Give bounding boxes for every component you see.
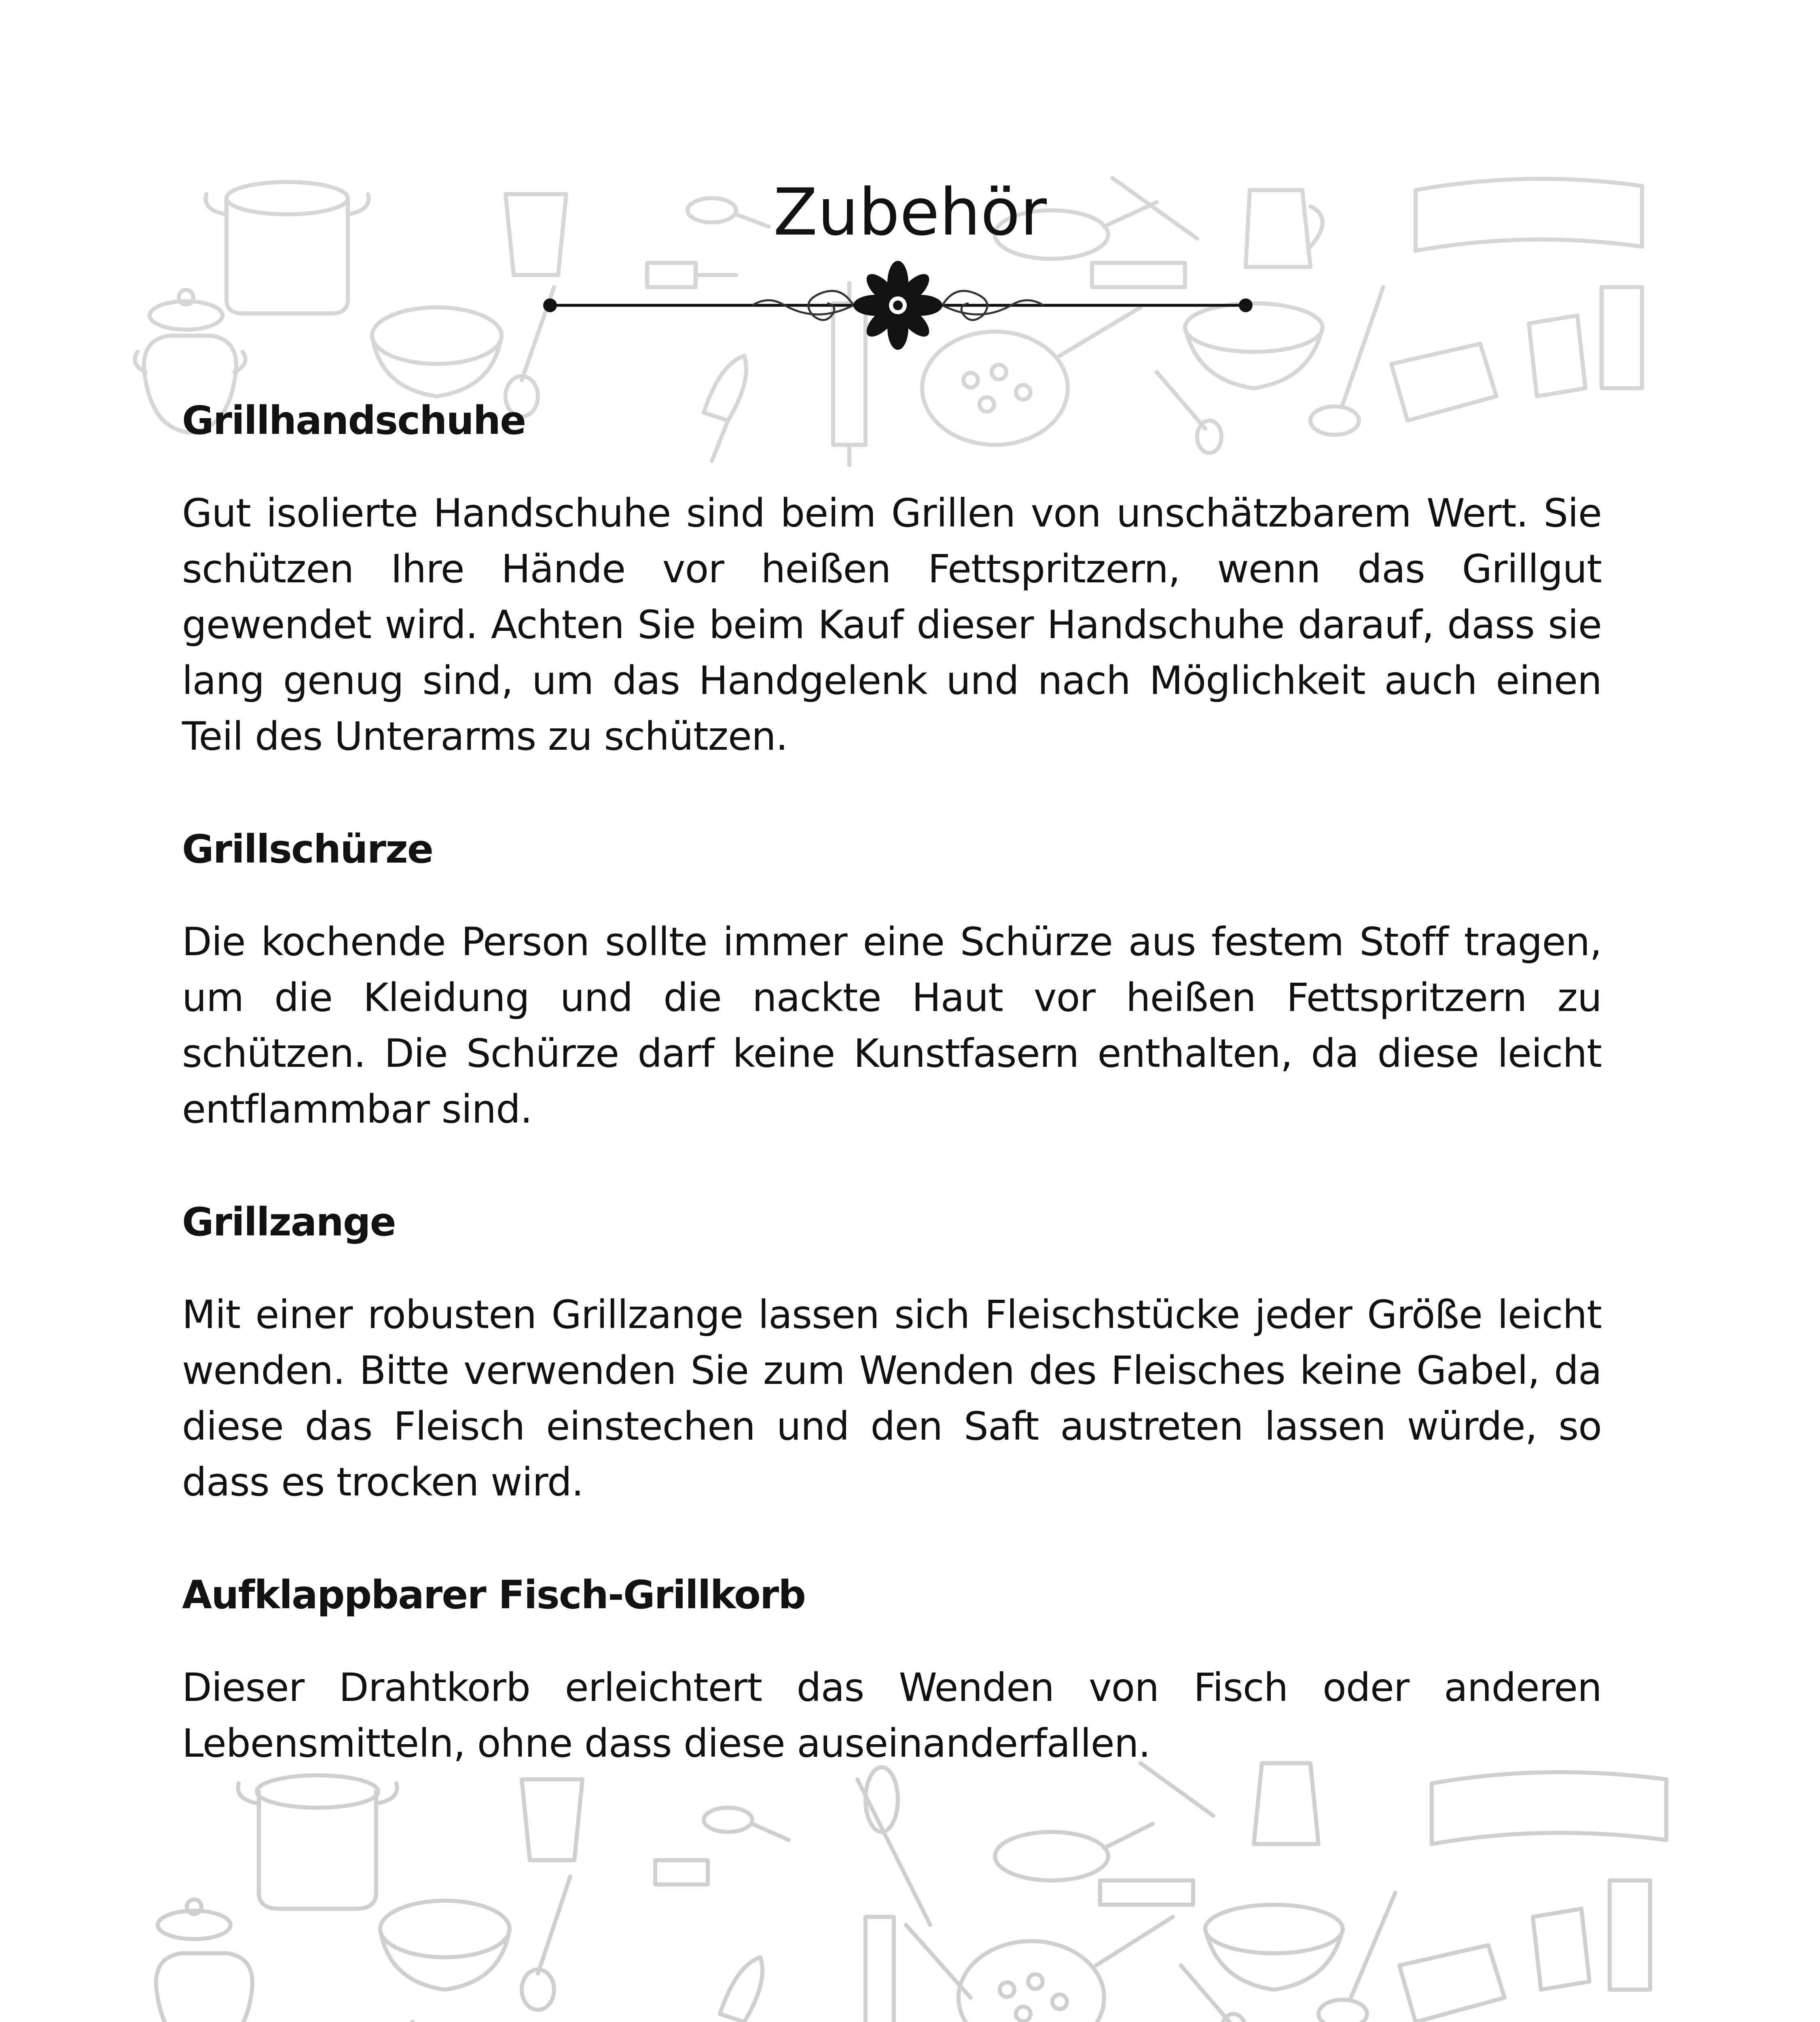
section-grillschuerze — [182, 821, 1602, 1137]
section-body: Gut isolierte Handschuhe sind beim Grillen von unschätzbarem Wert. Sie schützen Ihre Hände vor heißen Fettspritzern, wenn das Grillgut gewendet wird. Achten Sie beim Kauf dieser Handschuhe darauf, dass sie lang genug sind, um das Handgelenk und nach Möglichkeit auch einen Teil des Unterarms zu schützen. — [182, 491, 1602, 759]
section-heading: Aufklappbarer Fisch-Grillkorb — [182, 1572, 805, 1618]
main-content — [182, 392, 1602, 1828]
section-body: Dieser Drahtkorb erleichtert das Wenden von Fisch oder anderen Lebensmitteln, ohne dass diese auseinanderfallen. — [182, 1665, 1602, 1766]
section-body: Die kochende Person sollte immer eine Schürze aus festem Stoff tragen, um die Kleidung und die nackte Haut vor heißen Fettspritzern zu schützen. Die Schürze darf keine Kunstfasern enthalten, da diese leicht entflammbar sind. — [182, 919, 1602, 1132]
section-heading: Grillzange — [182, 1199, 396, 1245]
section-fisch-grillkorb — [182, 1567, 1602, 1771]
section-grillzange — [182, 1194, 1602, 1510]
flower-divider-icon — [534, 257, 1262, 354]
section-heading: Grillschürze — [182, 827, 433, 872]
section-heading: Grillhandschuhe — [182, 398, 526, 443]
section-body: Mit einer robusten Grillzange lassen sich Fleischstücke jeder Größe leicht wenden. Bitte verwenden Sie zum Wenden des Fleisches keine Gabel, da diese das Fleisch einstechen und den Saft austreten lassen würde, so dass es trocken wird. — [182, 1292, 1602, 1505]
section-grillhandschuhe — [182, 392, 1602, 764]
page-title: Zubehör — [773, 174, 1047, 250]
